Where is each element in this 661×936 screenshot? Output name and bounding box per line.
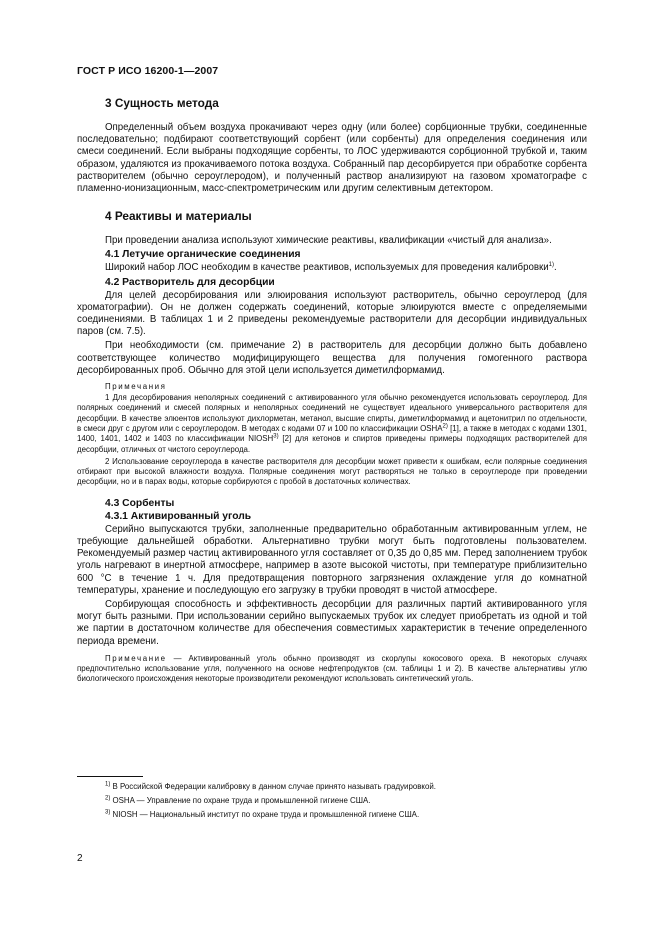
notes-heading: Примечания <box>105 382 167 392</box>
section-4-3-1-paragraph-2: Сорбирующая способность и эффективность десорбции для различных партий активированного угля могут быть разными. При использовании серийно выпускаемых трубок их следует приобретать из одной и той же партии в достаточном количестве для обеспечения совместимых характеристик в течение определенного периода времени. <box>77 598 587 647</box>
section-4-3-1-title: 4.3.1 Активированный уголь <box>105 510 252 522</box>
note-1-part-a: 1 Для десорбирования неполярных соединений с активированного угля обычно рекомендуется использовать сероуглерод. Для полярных соединений и смесей полярных и неполярных соединений не существует идеального универсального растворителя для десорбции. В качестве элюентов используют дихлорметан, метанол, высшие спирты, диметилформамид и ацетонитрил по отдельности, в смеси друг с другом или с сероуглеродом. В методах с кодами 07 и 100 по классификации OSHA <box>77 393 587 433</box>
footnote-2-text: OSHA — Управление по охране труда и промышленной гигиене США. <box>110 795 371 805</box>
note-2: 2 Использование сероуглерода в качестве растворителя для десорбции может привести к ошибкам, если полярные соединения отбирают при высокой влажности воздуха. Полярные соединения могут растворяться не только в сероуглероде при проведении десорбции, но и в парах воды, которые сорбируются с пробой в достаточных количествах. <box>77 456 587 487</box>
section-4-3-1-note <box>77 654 587 685</box>
footnote-1-text: В Российской Федерации калибровку в данном случае принято называть градуировкой. <box>110 782 436 791</box>
footnote-3 <box>77 808 587 822</box>
footnote-3-mark: 3) <box>105 808 111 815</box>
section-4-2-title: 4.2 Растворитель для десорбции <box>105 276 275 288</box>
main-content <box>77 96 587 685</box>
footnote-2-mark: 2) <box>105 795 111 802</box>
footnotes <box>77 776 587 821</box>
section-4-3-1-paragraph-1: Серийно выпускаются трубки, заполненные предварительно обработанным активированным углем, не требующие дальнейшей обработки. Альтернативно трубки могут быть подготовлены пользователем. Рекомендуемый размер частиц активированного угля составляет от 0,35 до 0,85 мм. Перед заполнением трубок уголь нагревают в инертной атмосфере, например в азоте высокой чистоты, при температуре приблизительно 600 °С в течение 1 ч. Для предотвращения повторного загрязнения охлаждение угля до комнатной температуры, хранение и последующую его загрузку в трубки проводят в чистой атмосфере. <box>77 523 587 596</box>
section-3-title: 3 Сущность метода <box>105 96 219 110</box>
section-3-paragraph: Определенный объем воздуха прокачивают через одну (или более) сорбционные трубки, соединенные последовательно; подбирают соответствующий сорбент (или сорбенты) для определения соединения или смеси соединений. Если выбраны подходящие сорбенты, то ЛОС удерживаются сорбционной трубкой и, таким образом, удаляются из прокачиваемого потока воздуха. Собранный пар десорбируется при обработке сорбента растворителем (обычно сероуглеродом), и полученный раствор анализируют на газовом хроматографе с пламенно-ионизационным, масс-спектрометрическим или другим селективным детектором. <box>77 122 587 195</box>
page-number: 2 <box>77 853 83 864</box>
footnote-1-mark: 1) <box>105 781 111 788</box>
note-1-part-b: [1], а также в методах с кодами 1301, 1400, 1401, 1402 и 1403 по классификации NIOSH <box>77 423 587 444</box>
section-4-2-paragraph-2: При необходимости (см. примечание 2) в растворитель для десорбции должно быть добавлено соответствующее количество модифицирующего вещества для получения гомогенного раствора десорбированных проб. Обычно для этой цели используется диметилформамид. <box>77 340 587 376</box>
section-4-1-text <box>77 262 587 274</box>
section-4-1-end: . <box>554 262 557 274</box>
note-1 <box>77 393 587 455</box>
note-text: — Активированный уголь обычно производят из скорлупы кокосового ореха. В некоторых случаях предпочтительно использование угля, полученного на основе нефтепродуктов (см. таблицы 1 и 2). В качестве альтернативы углю биологического происхождения некоторые производители рекомендуют использовать синтетический уголь. <box>77 653 587 684</box>
note-label: Примечание <box>105 653 167 663</box>
footnote-ref-3: 3) <box>273 433 279 440</box>
section-4-1-body: Широкий набор ЛОС необходим в качестве реактивов, используемых для проведения калибровки <box>105 262 549 274</box>
section-4-3-title: 4.3 Сорбенты <box>105 497 175 509</box>
footnote-ref-2: 2) <box>442 423 448 430</box>
document-header: ГОСТ Р ИСО 16200-1—2007 <box>77 65 219 77</box>
footnote-2 <box>77 794 587 808</box>
note-1-part-c: [2] для кетонов и спиртов приведены примеры подходящих растворителей для десорбции, отличных от чистого сероуглерода. <box>77 434 587 454</box>
section-4-intro: При проведении анализа используют химические реактивы, квалификации «чистый для анализа». <box>105 235 552 247</box>
section-4-1-title: 4.1 Летучие органические соединения <box>105 249 301 261</box>
footnote-1 <box>77 780 587 794</box>
section-4-2-paragraph-1: Для целей десорбирования или элюирования используют растворитель, обычно сероуглерод (для хроматографии). Он не должен содержать соединений, которые элюируются вместе с определяемыми соединениями. В таблицах 1 и 2 приведены рекомендуемые растворители для десорбции индивидуальных паров (см. 7.5). <box>77 289 587 338</box>
footnote-ref-1: 1) <box>548 262 555 269</box>
section-4-title: 4 Реактивы и материалы <box>105 209 252 224</box>
footnote-rule <box>77 776 143 777</box>
footnote-3-text: NIOSH — Национальный институт по охране труда и промышленной гигиене США. <box>110 809 420 819</box>
